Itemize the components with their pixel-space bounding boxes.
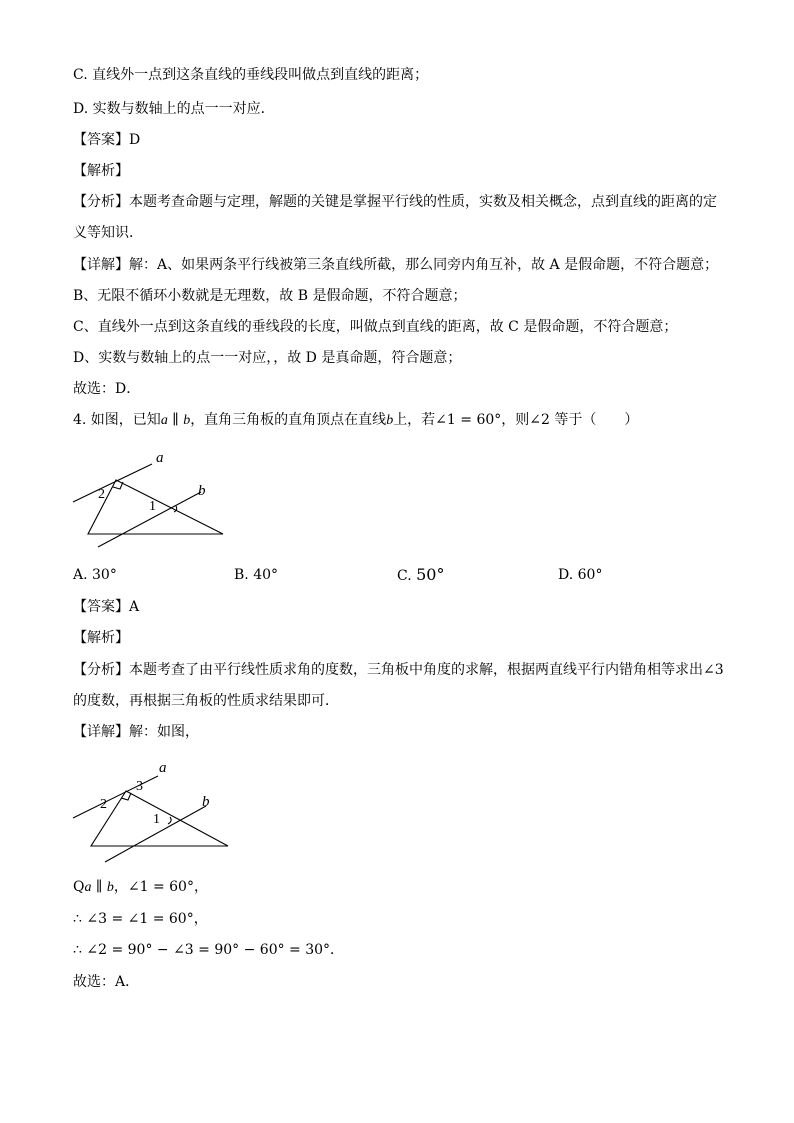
option-c-text: C. 直线外一点到这条直线的垂线段叫做点到直线的距离； [73, 67, 429, 83]
answer-label-1: 【答案】D [73, 132, 141, 148]
analysis-text-1b: 义等知识． [73, 225, 143, 241]
label-1: 1 [153, 812, 160, 827]
q4-prefix: 4. 如图，已知 [73, 412, 161, 428]
analysis-text-1a: 【分析】本题考查命题与定理，解题的关键是掌握平行线的性质，实数及相关概念，点到直线的距离的定 [73, 194, 717, 210]
solution-step-1 [73, 878, 208, 897]
line-a [73, 776, 158, 818]
choose-text-1: 故选：D． [73, 381, 141, 397]
line-a [73, 464, 152, 502]
option-c-prefix: C. [397, 568, 417, 584]
label-b: b [198, 483, 206, 499]
analysis-text-2b: 的度数，再根据三角板的性质求结果即可． [73, 693, 339, 709]
detail-text-1d: D、实数与数轴上的点一一对应，，故 D 是真命题，符合题意； [73, 350, 462, 366]
analysis-title-1: 【解析】 [73, 163, 129, 179]
option-c-value: 50° [416, 565, 445, 584]
option-d-text: D. 实数与数轴上的点一一对应． [73, 101, 275, 117]
solution-step-3: ∴ ∠2 = 90° − ∠3 = 90° − 60° = 30°． [73, 942, 345, 958]
label-3: 3 [136, 779, 143, 794]
option-c [397, 566, 444, 585]
angle-1-arc [168, 817, 171, 824]
detail-text-1b: B、无限不循环小数就是无理数，故 B 是假命题，不符合题意； [73, 288, 467, 304]
detail-text-2: 【详解】解：如图， [73, 724, 199, 740]
q4-end: 上，若∠1 = 60°，则∠2 等于（ ） [393, 412, 639, 428]
option-b: B. 40° [234, 567, 279, 583]
label-2: 2 [100, 797, 107, 812]
because-symbol: Q [73, 879, 85, 895]
step1-var-b: b [106, 880, 114, 895]
label-b: b [202, 794, 210, 810]
option-a: A. 30° [73, 567, 117, 583]
step1-var-a: a [84, 880, 92, 895]
answer-label-2: 【答案】A [73, 599, 140, 615]
q4-var-b2: b [386, 413, 394, 428]
choose-text-2: 故选：A． [73, 974, 140, 990]
q4-var-a: a [160, 413, 168, 428]
analysis-text-2a: 【分析】本题考查了由平行线性质求角的度数，三角板中角度的求解，根据两直线平行内错角相等求出∠3 [73, 662, 724, 678]
label-a: a [156, 450, 164, 466]
q4-mid: ，直角三角板的直角顶点在直线 [190, 412, 387, 428]
label-2: 2 [98, 487, 105, 502]
analysis-title-2: 【解析】 [73, 630, 129, 646]
detail-text-1a: 【详解】解：A、如果两条平行线被第三条直线所截，那么同旁内角互补，故 A 是假命题，不符合题意； [73, 257, 719, 273]
q4-var-b: b [183, 413, 191, 428]
figure-2-diagram [60, 752, 240, 864]
solution-step-2: ∴ ∠3 = ∠1 = 60°， [73, 911, 208, 927]
label-a: a [159, 760, 167, 776]
step1-parallel: ∥ [91, 879, 107, 895]
detail-text-1c: C、直线外一点到这条直线的垂线段的长度，叫做点到直线的距离，故 C 是假命题，不符合题意； [73, 319, 678, 335]
label-1: 1 [149, 499, 156, 514]
figure-1-diagram [60, 444, 240, 550]
question-4-stem [73, 411, 638, 430]
q4-parallel: ∥ [167, 412, 184, 428]
step1-rest: ，∠1 = 60°， [113, 879, 208, 895]
option-d: D. 60° [558, 567, 603, 583]
